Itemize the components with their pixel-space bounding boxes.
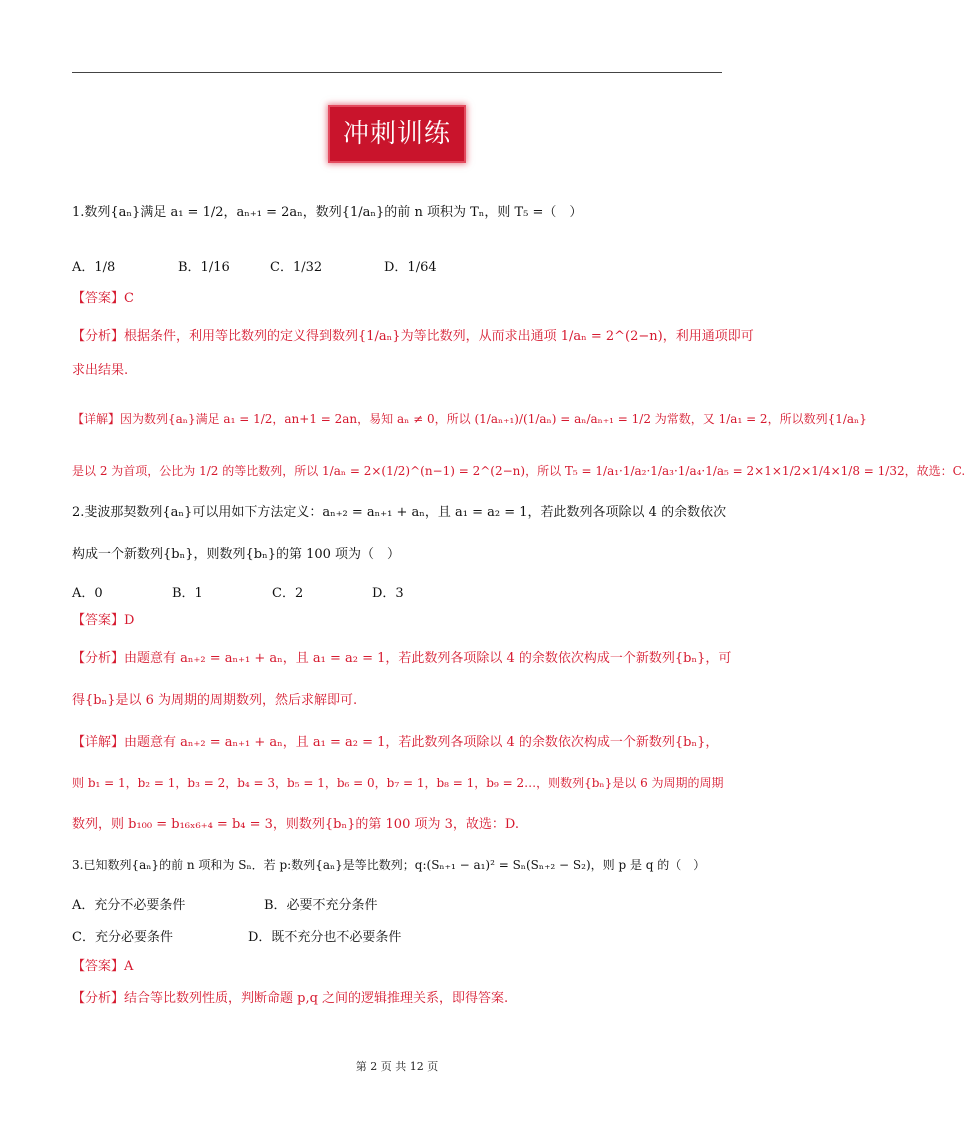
q1-stem: 1.数列{aₙ}满足 a₁ = 1/2，aₙ₊₁ = 2aₙ，数列{1/aₙ}的前 n 项积为 Tₙ，则 T₅ =（ ） <box>72 205 583 220</box>
q1-detail-line2: 是以 2 为首项，公比为 1/2 的等比数列，所以 1/aₙ = 2×(1/2)^(n−1) = 2^(2−n)，所以 T₅ = 1/a₁·1/a₂·1/a₃·1/a₄·1/a₅ = 2×1×1/2×1/4×1/8 = 1/32，故选：C. <box>72 464 965 478</box>
q3-option-b: B．必要不充分条件 <box>264 898 378 913</box>
q1-detail-line1: 【详解】因为数列{aₙ}满足 a₁ = 1/2，an+1 = 2an，易知 aₙ ≠ 0，所以 (1/aₙ₊₁)/(1/aₙ) = aₙ/aₙ₊₁ = 1/2 为常数，又 1/a₁ = 2，所以数列{1/aₙ} <box>72 412 867 426</box>
q2-analysis-line2: 得{bₙ}是以 6 为周期的周期数列，然后求解即可. <box>72 693 358 708</box>
q1-option-a: A．1/8 <box>72 260 116 275</box>
q1-option-b: B．1/16 <box>178 260 230 275</box>
q3-option-a: A．充分不必要条件 <box>72 898 186 913</box>
q2-detail-line1: 【详解】由题意有 aₙ₊₂ = aₙ₊₁ + aₙ，且 a₁ = a₂ = 1，若此数列各项除以 4 的余数依次构成一个新数列{bₙ}， <box>72 735 719 750</box>
q3-analysis: 【分析】结合等比数列性质，判断命题 p,q 之间的逻辑推理关系，即得答案. <box>72 991 509 1006</box>
q2-answer: 【答案】D <box>72 613 135 628</box>
section-banner: 冲刺训练 <box>330 107 464 161</box>
q2-stem-line2: 构成一个新数列{bₙ}，则数列{bₙ}的第 100 项为（ ） <box>72 547 401 562</box>
q1-option-c: C．1/32 <box>270 260 323 275</box>
header-rule <box>72 72 722 73</box>
q3-option-d: D．既不充分也不必要条件 <box>248 930 402 945</box>
q1-option-d: D．1/64 <box>384 260 437 275</box>
q2-detail-line3: 数列，则 b₁₀₀ = b₁₆ₓ₆₊₄ = b₄ = 3，则数列{bₙ}的第 100 项为 3，故选：D. <box>72 817 519 832</box>
page-footer: 第 2 页 共 12 页 <box>355 1060 439 1073</box>
q2-stem-line1: 2.斐波那契数列{aₙ}可以用如下方法定义：aₙ₊₂ = aₙ₊₁ + aₙ，且 a₁ = a₂ = 1，若此数列各项除以 4 的余数依次 <box>72 505 727 520</box>
q1-analysis-line1: 【分析】根据条件，利用等比数列的定义得到数列{1/aₙ}为等比数列，从而求出通项 1/aₙ = 2^(2−n)，利用通项即可 <box>72 329 754 344</box>
q3-answer: 【答案】A <box>72 959 134 974</box>
q2-option-d: D．3 <box>372 586 404 601</box>
q3-stem: 3.已知数列{aₙ}的前 n 项和为 Sₙ．若 p:数列{aₙ}是等比数列；q:(Sₙ₊₁ − a₁)² = Sₙ(Sₙ₊₂ − S₂)，则 p 是 q 的（ ） <box>72 858 706 872</box>
q1-answer: 【答案】C <box>72 291 134 306</box>
q2-option-a: A．0 <box>72 586 103 601</box>
q3-option-c: C．充分必要条件 <box>72 930 173 945</box>
q2-option-b: B．1 <box>172 586 203 601</box>
q1-analysis-line2: 求出结果. <box>72 363 129 378</box>
q2-option-c: C．2 <box>272 586 304 601</box>
q2-detail-line2: 则 b₁ = 1，b₂ = 1，b₃ = 2，b₄ = 3，b₅ = 1，b₆ = 0，b₇ = 1，b₈ = 1，b₉ = 2…，则数列{bₙ}是以 6 为周期的周期 <box>72 776 724 790</box>
q2-analysis-line1: 【分析】由题意有 aₙ₊₂ = aₙ₊₁ + aₙ，且 a₁ = a₂ = 1，若此数列各项除以 4 的余数依次构成一个新数列{bₙ}，可 <box>72 651 732 666</box>
